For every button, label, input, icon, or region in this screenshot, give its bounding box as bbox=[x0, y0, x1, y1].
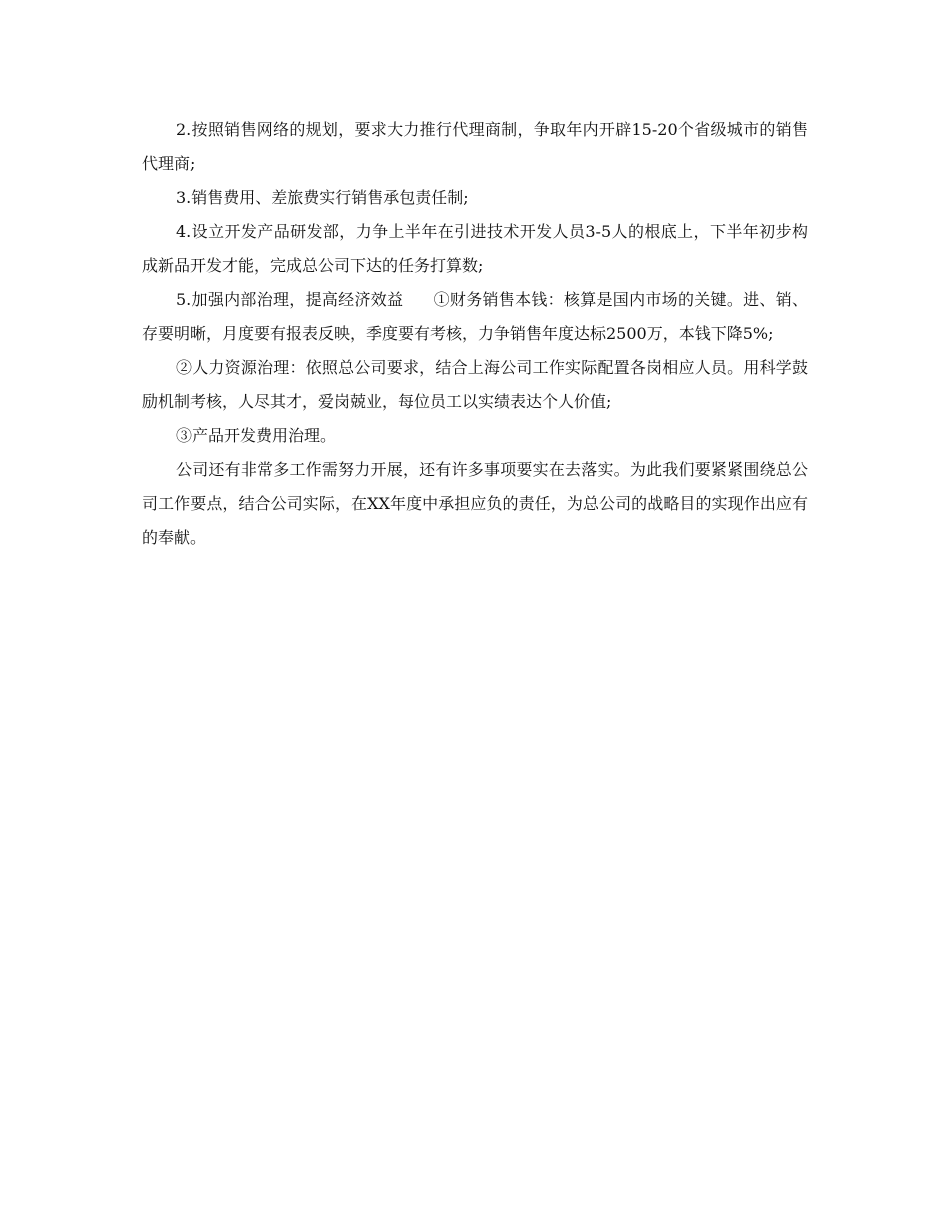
paragraph-item-5 bbox=[142, 283, 808, 351]
paragraph-product-dev-cost bbox=[142, 419, 808, 453]
paragraph-text: ③产品开发费用治理。 bbox=[176, 426, 337, 445]
paragraph-text: 公司还有非常多工作需努力开展，还有许多事项要实在去落实。为此我们要紧紧围绕总公司工作要点，结合公司实际，在XX年度中承担应负的责任，为总公司的战略目的实现作出应有的奉献。 bbox=[142, 460, 808, 547]
paragraph-text: 3.销售费用、差旅费实行销售承包责任制; bbox=[176, 188, 469, 207]
document-body bbox=[142, 113, 808, 555]
paragraph-hr-management bbox=[142, 351, 808, 419]
paragraph-item-2 bbox=[142, 113, 808, 181]
paragraph-text: 4.设立开发产品研发部，力争上半年在引进技术开发人员3-5人的根底上，下半年初步构成新品开发才能，完成总公司下达的任务打算数; bbox=[142, 222, 808, 275]
paragraph-item-4 bbox=[142, 215, 808, 283]
paragraph-text: ②人力资源治理：依照总公司要求，结合上海公司工作实际配置各岗相应人员。用科学鼓励机制考核，人尽其才，爱岗兢业，每位员工以实绩表达个人价值; bbox=[142, 358, 808, 411]
paragraph-item-3 bbox=[142, 181, 808, 215]
paragraph-conclusion bbox=[142, 453, 808, 555]
paragraph-text: ①财务销售本钱：核算是国内市场的关键。进、销、存要明晰，月度要有报表反映，季度要有考核，力争销售年度达标2500万，本钱下降5%; bbox=[142, 290, 808, 343]
paragraph-lead: 5.加强内部治理，提高经济效益 bbox=[176, 290, 404, 309]
paragraph-text: 2.按照销售网络的规划，要求大力推行代理商制，争取年内开辟15-20个省级城市的销售代理商; bbox=[142, 120, 808, 173]
